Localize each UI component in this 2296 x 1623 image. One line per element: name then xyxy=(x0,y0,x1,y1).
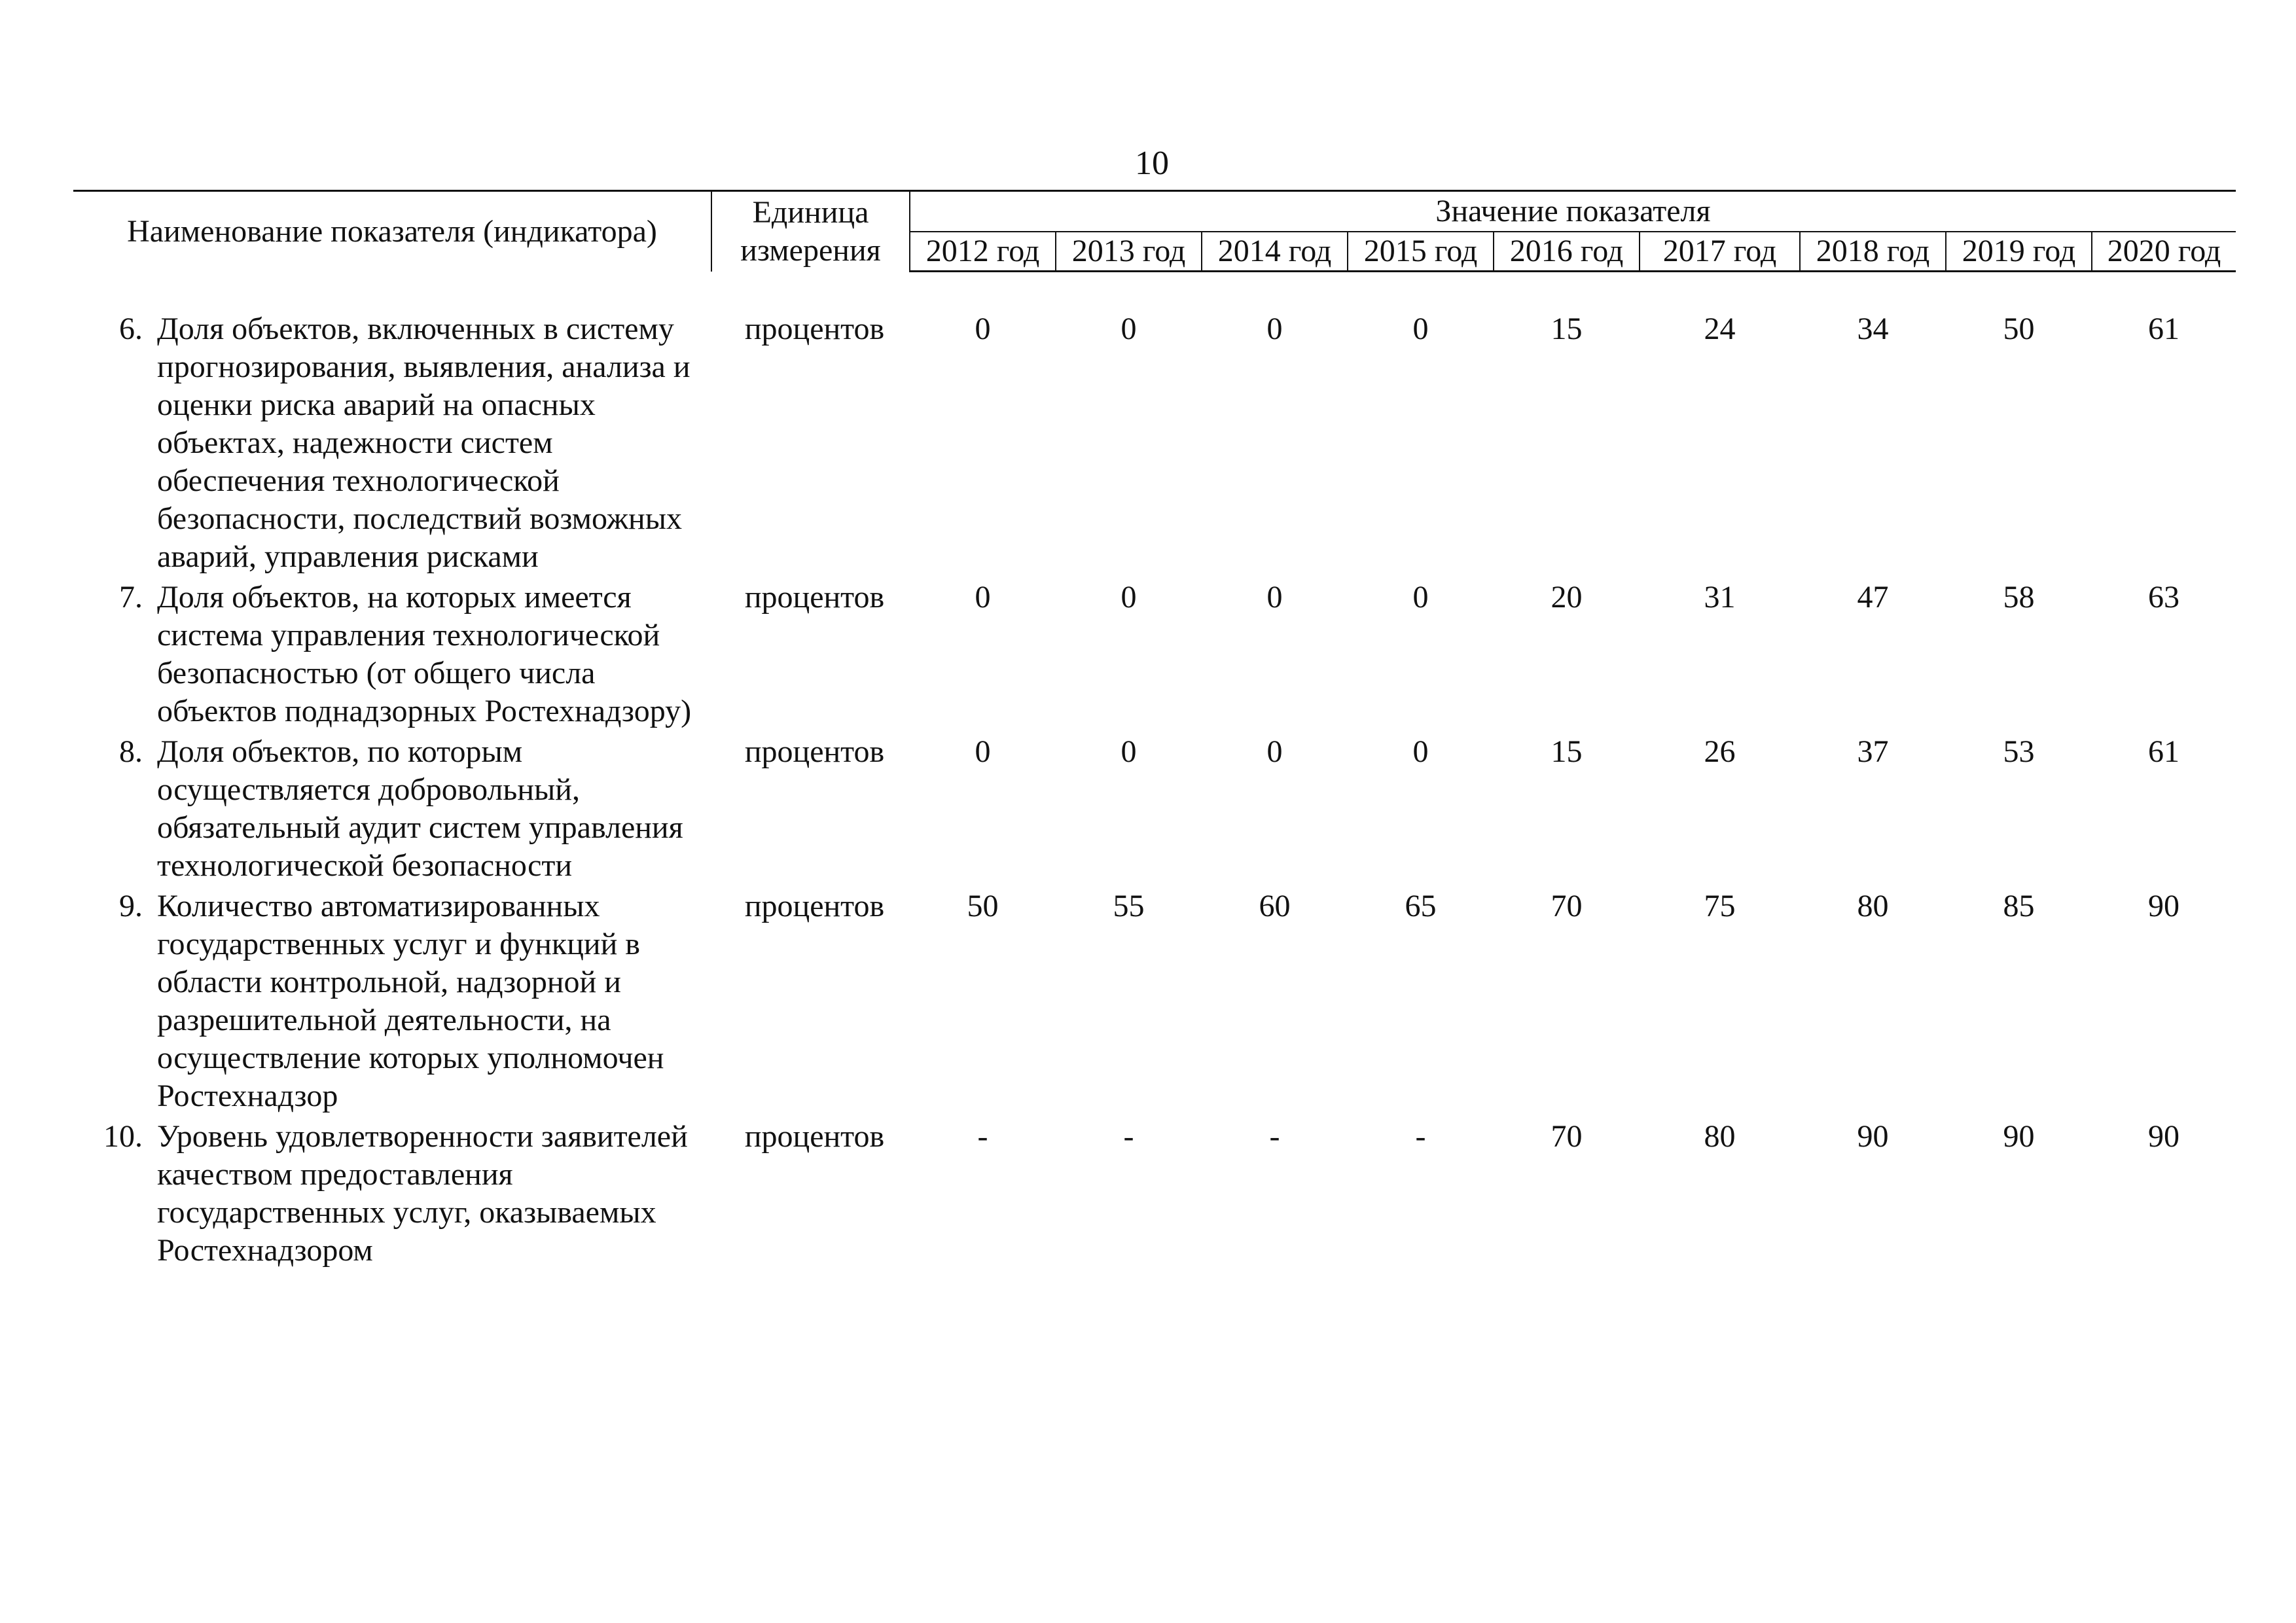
value-cell: - xyxy=(1415,1119,1426,1154)
indicator-cell xyxy=(73,733,711,887)
value-cell: 0 xyxy=(1121,580,1137,615)
value-cell: 50 xyxy=(967,889,999,923)
header-unit: Единица измерения xyxy=(711,191,910,272)
value-cell: 90 xyxy=(2148,1119,2179,1154)
value-cell: 75 xyxy=(1704,889,1736,923)
header-year: 2020 год xyxy=(2092,232,2236,272)
row-number: 10. xyxy=(103,1119,143,1154)
indicator-cell xyxy=(73,310,711,579)
value-cell: 70 xyxy=(1551,889,1583,923)
value-cell: - xyxy=(1123,1119,1134,1154)
table-header xyxy=(73,191,2236,272)
row-number: 8. xyxy=(119,734,143,769)
value-cell: 85 xyxy=(2003,889,2035,923)
indicator-name: Количество автоматизированных государственных услуг и функций в области контрольной, надзорной и разрешительной деятельности, на осуществление которых уполномочен Ростехнадзор xyxy=(157,889,664,1113)
header-year: 2015 год xyxy=(1348,232,1494,272)
value-cell: 0 xyxy=(1412,734,1429,769)
value-cell: 61 xyxy=(2148,734,2179,769)
value-cell: 0 xyxy=(975,734,991,769)
header-value-group: Значение показателя xyxy=(910,191,2236,232)
header-year: 2018 год xyxy=(1800,232,1946,272)
value-cell: 24 xyxy=(1704,312,1736,346)
value-cell: 0 xyxy=(1121,312,1137,346)
header-year: 2014 год xyxy=(1202,232,1348,272)
indicator-name: Уровень удовлетворенности заявителей качеством предоставления государственных услуг, оказываемых Ростехнадзором xyxy=(157,1119,688,1268)
value-cell: 15 xyxy=(1551,312,1583,346)
value-cell: 0 xyxy=(1121,734,1137,769)
row-number: 9. xyxy=(119,889,143,923)
indicator-cell xyxy=(73,887,711,1118)
value-cell: 55 xyxy=(1113,889,1145,923)
value-cell: 0 xyxy=(1266,580,1283,615)
value-cell: 0 xyxy=(1412,312,1429,346)
header-year: 2013 год xyxy=(1056,232,1202,272)
value-cell: 53 xyxy=(2003,734,2035,769)
value-cell: 0 xyxy=(975,312,991,346)
table-row xyxy=(73,310,2236,579)
indicator-cell xyxy=(73,579,711,733)
header-year: 2016 год xyxy=(1494,232,1640,272)
table-row xyxy=(73,1118,2236,1272)
row-number: 7. xyxy=(119,580,143,615)
value-cell: 80 xyxy=(1857,889,1889,923)
value-cell: 90 xyxy=(2003,1119,2035,1154)
indicator-name: Доля объектов, по которым осуществляется добровольный, обязательный аудит систем управления технологической безопасности xyxy=(157,734,683,883)
value-cell: 61 xyxy=(2148,312,2179,346)
indicator-name: Доля объектов, на которых имеется система управления технологической безопасностью (от общего числа объектов поднадзорных Ростехнадзору) xyxy=(157,580,692,728)
value-cell: 90 xyxy=(1857,1119,1889,1154)
table-row xyxy=(73,887,2236,1118)
table-row xyxy=(73,733,2236,887)
value-cell: 0 xyxy=(1266,312,1283,346)
value-cell: 26 xyxy=(1704,734,1736,769)
value-cell: 0 xyxy=(1412,580,1429,615)
indicator-cell xyxy=(73,1118,711,1272)
header-year: 2019 год xyxy=(1946,232,2092,272)
header-year: 2012 год xyxy=(910,232,1056,272)
value-cell: 65 xyxy=(1405,889,1437,923)
unit-cell: процентов xyxy=(744,734,885,769)
value-cell: - xyxy=(1269,1119,1280,1154)
row-number: 6. xyxy=(119,312,143,346)
unit-cell: процентов xyxy=(744,580,885,615)
value-cell: 0 xyxy=(975,580,991,615)
value-cell: 47 xyxy=(1857,580,1889,615)
indicator-name: Доля объектов, включенных в систему прогнозирования, выявления, анализа и оценки риска аварий на опасных объектах, надежности систем обеспечения технологической безопасности, последствий возможных аварий, управления рисками xyxy=(157,312,691,574)
value-cell: 80 xyxy=(1704,1119,1736,1154)
value-cell: 31 xyxy=(1704,580,1736,615)
indicators-table-wrap xyxy=(73,190,2227,1272)
value-cell: 20 xyxy=(1551,580,1583,615)
indicators-table xyxy=(73,190,2236,1272)
unit-cell: процентов xyxy=(744,1119,885,1154)
table-row xyxy=(73,579,2236,733)
value-cell: 70 xyxy=(1551,1119,1583,1154)
page-number: 10 xyxy=(1135,145,1169,182)
value-cell: 60 xyxy=(1259,889,1291,923)
header-indicator-name: Наименование показателя (индикатора) xyxy=(73,191,711,272)
value-cell: 37 xyxy=(1857,734,1889,769)
value-cell: 15 xyxy=(1551,734,1583,769)
value-cell: 63 xyxy=(2148,580,2179,615)
header-year: 2017 год xyxy=(1640,232,1800,272)
table-body xyxy=(73,272,2236,1273)
value-cell: 58 xyxy=(2003,580,2035,615)
value-cell: 0 xyxy=(1266,734,1283,769)
value-cell: - xyxy=(977,1119,988,1154)
unit-cell: процентов xyxy=(744,889,885,923)
value-cell: 34 xyxy=(1857,312,1889,346)
value-cell: 90 xyxy=(2148,889,2179,923)
value-cell: 50 xyxy=(2003,312,2035,346)
unit-cell: процентов xyxy=(744,312,885,346)
